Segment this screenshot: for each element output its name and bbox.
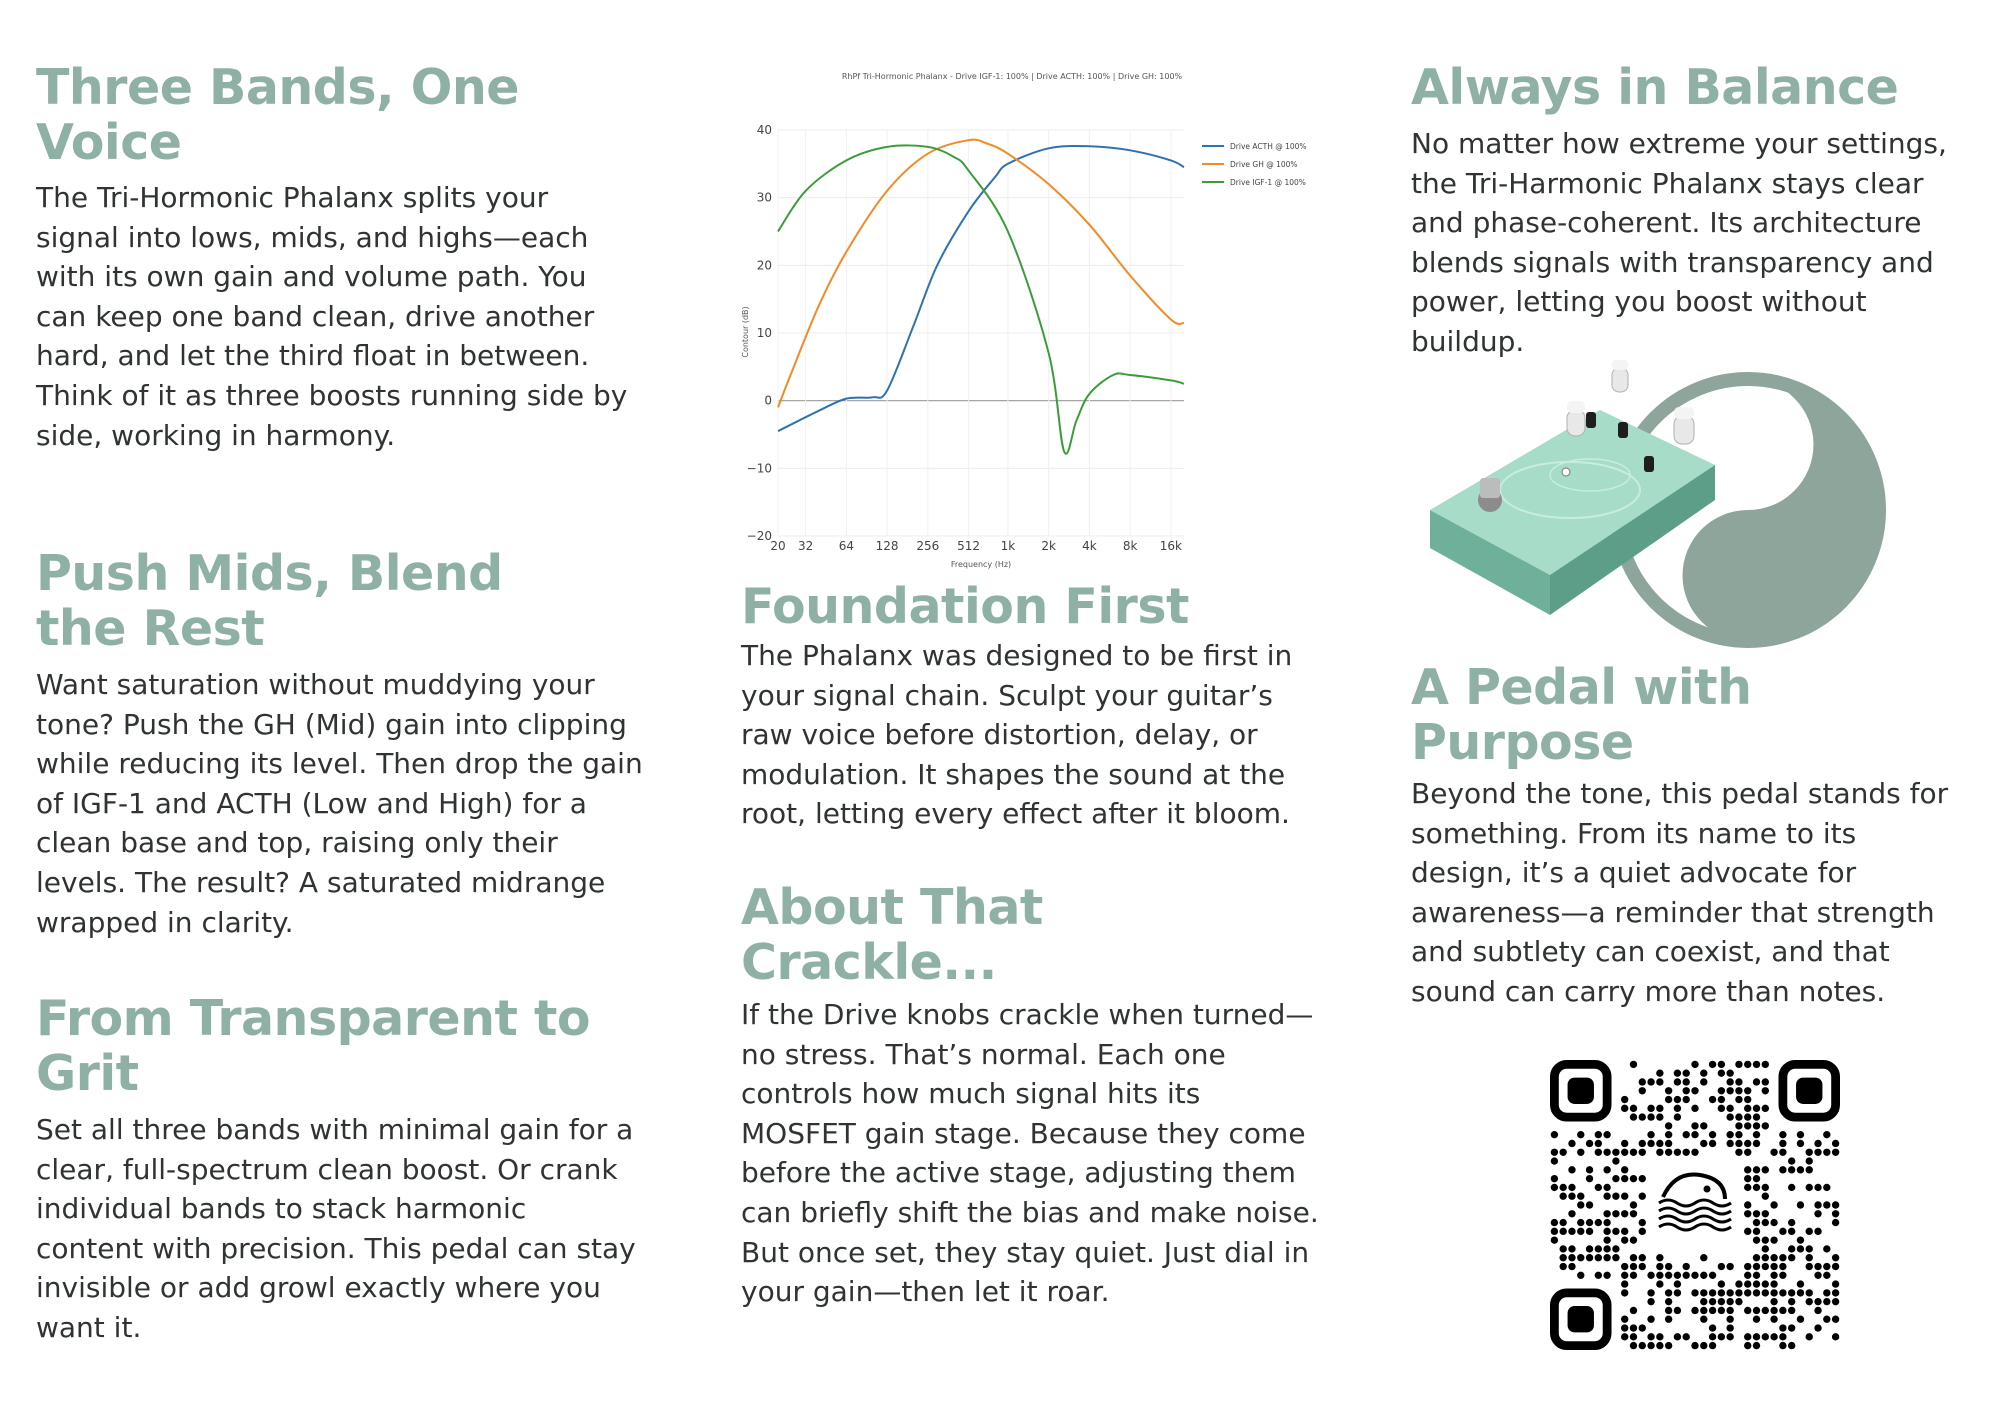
y-tick-label: 0 xyxy=(764,393,772,408)
qr-modules xyxy=(1551,1061,1840,1350)
y-tick-label: 10 xyxy=(756,326,772,340)
x-tick-label: 20 xyxy=(770,539,786,553)
x-tick-label: 8k xyxy=(1122,539,1138,553)
qr-finder-pattern xyxy=(1554,1064,1607,1117)
y-tick-label: −10 xyxy=(746,461,772,476)
paragraph-about-crackle: If the Drive knobs crackle when turned—no stress. That’s normal. Each one controls how much signal hits its MOSFET gain stage. Because they come before the active stage, adjusting them can briefly shift the bias and make noise. But once set, they stay quiet. Just dial in your gain—then let it roar. xyxy=(741,998,1319,1309)
series-line xyxy=(778,146,1184,431)
heading-transparent-grit: From Transparent to Grit xyxy=(36,990,591,1102)
x-tick-label: 32 xyxy=(797,539,814,553)
y-axis-label: Contour (dB) xyxy=(741,306,750,358)
paragraph-three-bands: The Tri-Hormonic Phalanx splits your signal into lows, mids, and highs—each with its own gain and volume path. You can keep one band clean, drive another hard, and let the third float in between. Think of it as three boosts running side by side, working in harmony. xyxy=(36,181,628,452)
legend-label: Drive ACTH @ 100% xyxy=(1230,142,1307,151)
x-tick-label: 4k xyxy=(1082,539,1097,553)
heading-always-balance: Always in Balance xyxy=(1411,59,1899,116)
x-tick-label: 128 xyxy=(875,539,899,553)
pedal-with-yin-yang-illustration xyxy=(1420,360,1900,650)
qr-finder-pattern xyxy=(1554,1293,1607,1346)
paragraph-foundation-first: The Phalanx was designed to be first in your signal chain. Sculpt your guitar’s raw voice before distortion, delay, or modulation. It shapes the sound at the root, letting every effect after it bloom. xyxy=(741,639,1293,831)
x-tick-label: 2k xyxy=(1041,539,1056,553)
heading-push-mids: Push Mids, Blend the Rest xyxy=(36,545,503,657)
paragraph-push-mids: Want saturation without muddying your tone? Push the GH (Mid) gain into clipping while reducing its level. Then drop the gain of IGF-1 and ACTH (Low and High) for a clean base and top, raising only their levels. The result? A saturated midrange wrapped in clarity. xyxy=(36,668,643,939)
y-tick-label: 40 xyxy=(756,123,772,137)
x-axis-label: Frequency (Hz) xyxy=(950,560,1012,569)
chart-title: RhPf Tri-Hormonic Phalanx - Drive IGF-1: 100% | Drive ACTH: 100% | Drive GH: 100% xyxy=(841,72,1183,81)
heading-pedal-purpose: A Pedal with Purpose xyxy=(1411,659,1752,771)
x-tick-label: 1k xyxy=(1000,539,1016,553)
x-tick-label: 512 xyxy=(957,539,981,553)
heading-three-bands: Three Bands, One Voice xyxy=(36,59,519,171)
y-tick-label: 30 xyxy=(756,190,772,205)
x-tick-label: 64 xyxy=(838,539,855,553)
y-tick-label: 20 xyxy=(756,258,772,273)
chart-ticks xyxy=(747,123,1182,553)
legend-label: Drive GH @ 100% xyxy=(1230,160,1298,169)
series-line xyxy=(778,140,1184,408)
x-tick-label: 16k xyxy=(1159,539,1182,553)
paragraph-pedal-purpose: Beyond the tone, this pedal stands for something. From its name to its design, it’s a quiet advocate for awareness—a reminder that strength and subtlety can coexist, and that sound can carry more than notes. xyxy=(1411,777,1949,1008)
chart-legend xyxy=(1202,142,1307,187)
legend-label: Drive IGF-1 @ 100% xyxy=(1230,178,1306,187)
qr-finder-pattern xyxy=(1783,1064,1836,1117)
qr-center-logo xyxy=(1659,1174,1731,1230)
series-line xyxy=(778,145,1184,453)
heading-about-crackle: About That Crackle... xyxy=(741,879,1043,991)
paragraph-transparent-grit: Set all three bands with minimal gain for a clear, full-spectrum clean boost. Or crank individual bands to stack harmonic content with precision. This pedal can stay invisible or add growl exactly where you want it. xyxy=(36,1113,636,1344)
heading-foundation-first: Foundation First xyxy=(741,578,1189,635)
x-tick-label: 256 xyxy=(916,539,940,553)
y-tick-label: −20 xyxy=(746,529,772,543)
frequency-response-chart xyxy=(740,62,1320,582)
chart-lines xyxy=(778,140,1184,454)
chart-grid xyxy=(778,130,1184,536)
paragraph-always-balance: No matter how extreme your settings, the Tri-Harmonic Phalanx stays clear and phase-coherent. Its architecture blends signals with transparency and power, letting you boost without buildup. xyxy=(1411,127,1947,358)
qr-code[interactable] xyxy=(1550,1060,1840,1350)
